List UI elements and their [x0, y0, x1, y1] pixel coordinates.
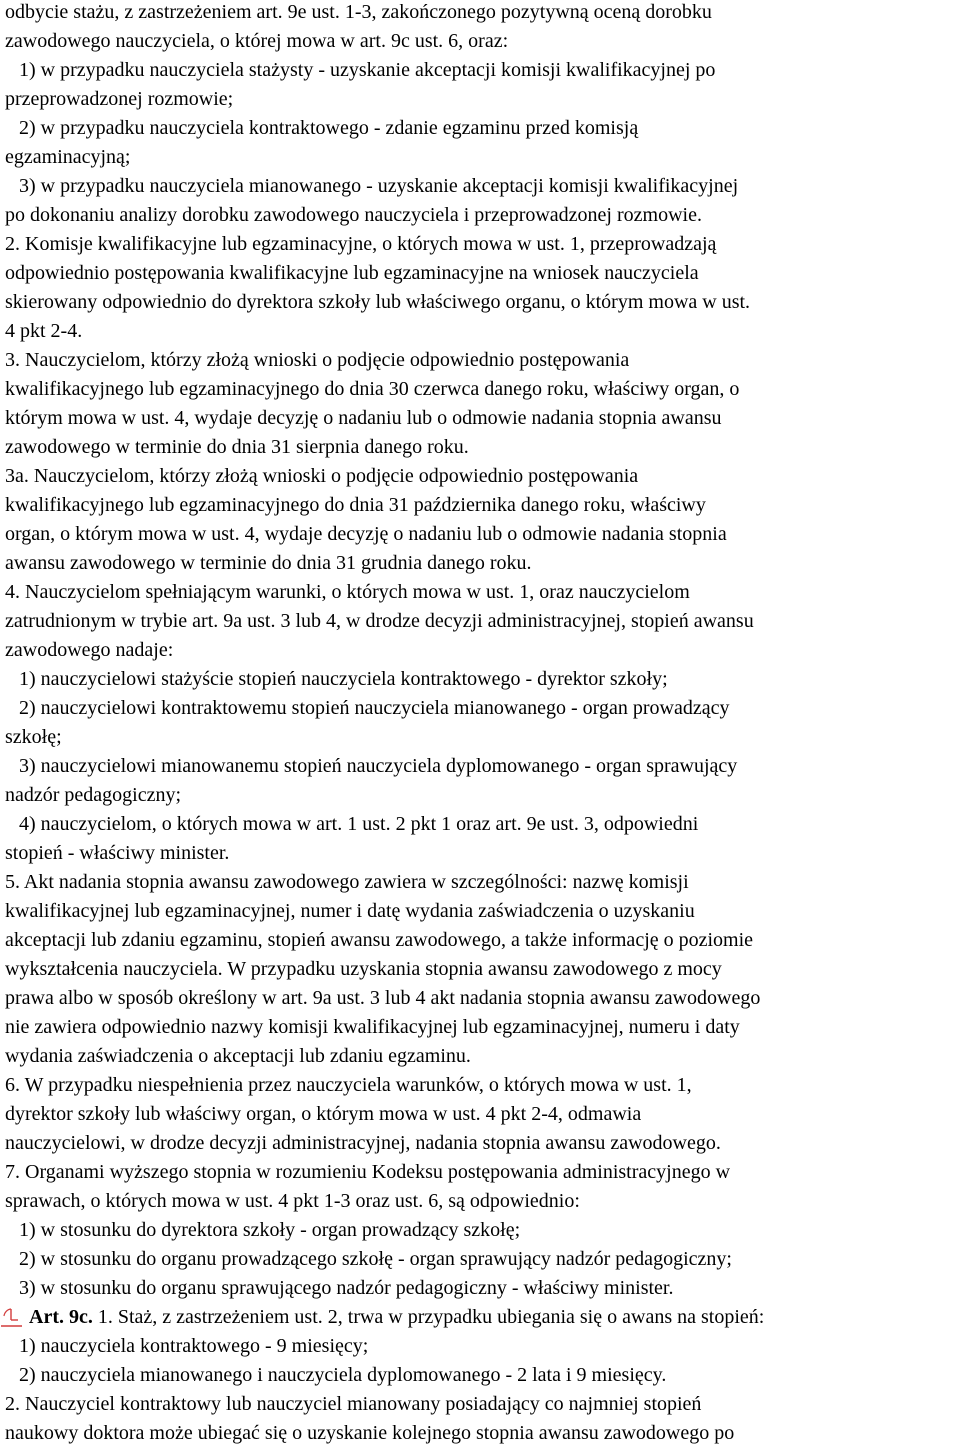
text-line: 2) nauczycielowi kontraktowemu stopień nauczyciela mianowanego - organ prowadzący — [19, 697, 730, 719]
text-line: 3) nauczycielowi mianowanemu stopień nauczyciela dyplomowanego - organ sprawujący — [19, 755, 738, 777]
article-heading: Art. 9c. — [29, 1306, 93, 1328]
clock-icon — [0, 1306, 25, 1330]
text-line: 1) nauczycielowi stażyście stopień nauczyciela kontraktowego - dyrektor szkoły; — [19, 668, 668, 690]
text-line: akceptacji lub zdaniu egzaminu, stopień awansu zawodowego, a także informację o poziomie — [5, 929, 754, 951]
text-line: 1) w przypadku nauczyciela stażysty - uzyskanie akceptacji komisji kwalifikacyjnej po — [19, 59, 716, 81]
text-line: zawodowego w terminie do dnia 31 sierpnia danego roku. — [5, 436, 469, 458]
text-line: wydania zaświadczenia o akceptacji lub zdaniu egzaminu. — [5, 1045, 471, 1067]
text-line: szkołę; — [5, 726, 62, 748]
text-line: prawa albo w sposób określony w art. 9a ust. 3 lub 4 akt nadania stopnia awansu zawodowego — [5, 987, 761, 1009]
text-line: 2) nauczyciela mianowanego i nauczyciela dyplomowanego - 2 lata i 9 miesięcy. — [19, 1364, 667, 1386]
text-line: 4. Nauczycielom spełniającym warunki, o których mowa w ust. 1, oraz nauczycielom — [5, 581, 690, 603]
text-line: 2. Komisje kwalifikacyjne lub egzaminacyjne, o których mowa w ust. 1, przeprowadzają — [5, 233, 717, 255]
text-line: awansu zawodowego w terminie do dnia 31 grudnia danego roku. — [5, 552, 532, 574]
document-body-continued — [5, 1332, 960, 1448]
text-line: 7. Organami wyższego stopnia w rozumieniu Kodeksu postępowania administracyjnego w — [5, 1161, 731, 1183]
article-text: 1. Staż, z zastrzeżeniem ust. 2, trwa w przypadku ubiegania się o awans na stopień: — [92, 1306, 765, 1328]
text-line: kwalifikacyjnego lub egzaminacyjnego do dnia 31 października danego roku, właściwy — [5, 494, 706, 516]
text-line: nauczycielowi, w drodze decyzji administracyjnej, nadania stopnia awansu zawodowego. — [5, 1132, 721, 1154]
article-9c-line — [5, 1303, 960, 1332]
text-line: sprawach, o których mowa w ust. 4 pkt 1-3 oraz ust. 6, są odpowiednio: — [5, 1190, 580, 1212]
text-line: egzaminacyjną; — [5, 146, 131, 168]
text-line: 3) w stosunku do organu sprawującego nadzór pedagogiczny - właściwy minister. — [19, 1277, 674, 1299]
text-line: 2) w przypadku nauczyciela kontraktowego - zdanie egzaminu przed komisją — [19, 117, 639, 139]
text-line: 4 pkt 2-4. — [5, 320, 83, 342]
text-line: zatrudnionym w trybie art. 9a ust. 3 lub 4, w drodze decyzji administracyjnej, stopień awansu — [5, 610, 754, 632]
text-line: naukowy doktora może ubiegać się o uzyskanie kolejnego stopnia awansu zawodowego po — [5, 1422, 735, 1444]
text-line: kwalifikacyjnego lub egzaminacyjnego do dnia 30 czerwca danego roku, właściwy organ, o — [5, 378, 740, 400]
text-line: odbycie stażu, z zastrzeżeniem art. 9e ust. 1-3, zakończonego pozytywną oceną dorobku — [5, 1, 712, 23]
text-line: nie zawiera odpowiednio nazwy komisji kwalifikacyjnej lub egzaminacyjnej, numeru i daty — [5, 1016, 740, 1038]
text-line: 3a. Nauczycielom, którzy złożą wnioski o podjęcie odpowiednio postępowania — [5, 465, 639, 487]
text-line: 4) nauczycielom, o których mowa w art. 1 ust. 2 pkt 1 oraz art. 9e ust. 3, odpowiedni — [19, 813, 699, 835]
text-line: kwalifikacyjnej lub egzaminacyjnej, numer i datę wydania zaświadczenia o uzyskaniu — [5, 900, 695, 922]
text-line: 3. Nauczycielom, którzy złożą wnioski o podjęcie odpowiednio postępowania — [5, 349, 630, 371]
document-body — [5, 0, 960, 1303]
text-line: organ, o którym mowa w ust. 4, wydaje decyzję o nadaniu lub o odmowie nadania stopnia — [5, 523, 727, 545]
text-line: 3) w przypadku nauczyciela mianowanego - uzyskanie akceptacji komisji kwalifikacyjnej — [19, 175, 739, 197]
text-line: zawodowego nauczyciela, o której mowa w art. 9c ust. 6, oraz: — [5, 30, 509, 52]
text-line: 2. Nauczyciel kontraktowy lub nauczyciel mianowany posiadający co najmniej stopień — [5, 1393, 702, 1415]
text-line: przeprowadzonej rozmowie; — [5, 88, 234, 110]
text-line: odpowiednio postępowania kwalifikacyjne lub egzaminacyjne na wniosek nauczyciela — [5, 262, 699, 284]
text-line: dyrektor szkoły lub właściwy organ, o którym mowa w ust. 4 pkt 2-4, odmawia — [5, 1103, 642, 1125]
text-line: skierowany odpowiednio do dyrektora szkoły lub właściwego organu, o którym mowa w ust. — [5, 291, 751, 313]
text-line: 6. W przypadku niespełnienia przez nauczyciela warunków, o których mowa w ust. 1, — [5, 1074, 692, 1096]
text-line: stopień - właściwy minister. — [5, 842, 230, 864]
text-line: którym mowa w ust. 4, wydaje decyzję o nadaniu lub o odmowie nadania stopnia awansu — [5, 407, 722, 429]
text-line: nadzór pedagogiczny; — [5, 784, 182, 806]
text-line: 5. Akt nadania stopnia awansu zawodowego zawiera w szczególności: nazwę komisji — [5, 871, 689, 893]
text-line: 2) w stosunku do organu prowadzącego szkołę - organ sprawujący nadzór pedagogiczny; — [19, 1248, 732, 1270]
text-line: zawodowego nadaje: — [5, 639, 174, 661]
document-page — [5, 0, 960, 1448]
text-line: 1) nauczyciela kontraktowego - 9 miesięcy; — [19, 1335, 369, 1357]
text-line: wykształcenia nauczyciela. W przypadku uzyskania stopnia awansu zawodowego z mocy — [5, 958, 722, 980]
text-line: po dokonaniu analizy dorobku zawodowego nauczyciela i przeprowadzonej rozmowie. — [5, 204, 702, 226]
text-line: 1) w stosunku do dyrektora szkoły - organ prowadzący szkołę; — [19, 1219, 521, 1241]
